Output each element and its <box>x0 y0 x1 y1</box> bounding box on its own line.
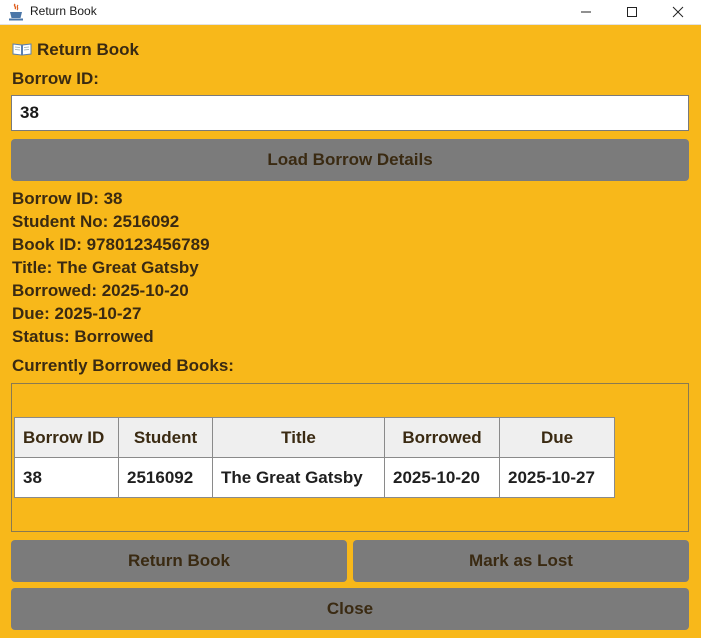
java-cup-icon <box>8 3 24 21</box>
page-title: Return Book <box>37 40 139 59</box>
open-book-icon <box>12 42 32 56</box>
minimize-icon <box>580 6 592 18</box>
cell-borrowed[interactable]: 2025-10-20 <box>385 458 500 498</box>
detail-book-id: Book ID: 9780123456789 <box>12 235 210 254</box>
minimize-button[interactable] <box>563 0 609 25</box>
mark-as-lost-button[interactable]: Mark as Lost <box>353 540 689 582</box>
cell-student[interactable]: 2516092 <box>119 458 213 498</box>
cell-due[interactable]: 2025-10-27 <box>500 458 615 498</box>
borrow-id-input[interactable] <box>11 95 689 131</box>
page-heading <box>12 40 139 60</box>
close-icon <box>672 6 684 18</box>
column-header-due[interactable]: Due <box>500 418 615 458</box>
detail-student-no: Student No: 2516092 <box>12 212 180 231</box>
detail-due: Due: 2025-10-27 <box>12 304 142 323</box>
borrowed-books-panel <box>11 383 689 532</box>
column-header-borrow-id[interactable]: Borrow ID <box>15 418 119 458</box>
borrowed-books-label: Currently Borrowed Books: <box>12 356 234 375</box>
close-window-button[interactable] <box>655 0 701 25</box>
table-row[interactable] <box>15 458 615 498</box>
borrow-details <box>12 189 210 350</box>
column-header-borrowed[interactable]: Borrowed <box>385 418 500 458</box>
window-titlebar <box>0 0 701 25</box>
detail-borrow-id: Borrow ID: 38 <box>12 189 123 208</box>
column-header-title[interactable]: Title <box>213 418 385 458</box>
load-borrow-details-button[interactable]: Load Borrow Details <box>11 139 689 181</box>
maximize-icon <box>626 6 638 18</box>
detail-status: Status: Borrowed <box>12 327 154 346</box>
return-book-button[interactable]: Return Book <box>11 540 347 582</box>
cell-title[interactable]: The Great Gatsby <box>213 458 385 498</box>
window-title: Return Book <box>30 4 97 18</box>
close-button[interactable]: Close <box>11 588 689 630</box>
maximize-button[interactable] <box>609 0 655 25</box>
detail-borrowed: Borrowed: 2025-10-20 <box>12 281 189 300</box>
detail-title: Title: The Great Gatsby <box>12 258 199 277</box>
table-header-row <box>15 418 615 458</box>
borrow-id-label: Borrow ID: <box>12 69 99 88</box>
borrowed-books-table <box>14 417 615 498</box>
column-header-student[interactable]: Student <box>119 418 213 458</box>
cell-borrow-id[interactable]: 38 <box>15 458 119 498</box>
